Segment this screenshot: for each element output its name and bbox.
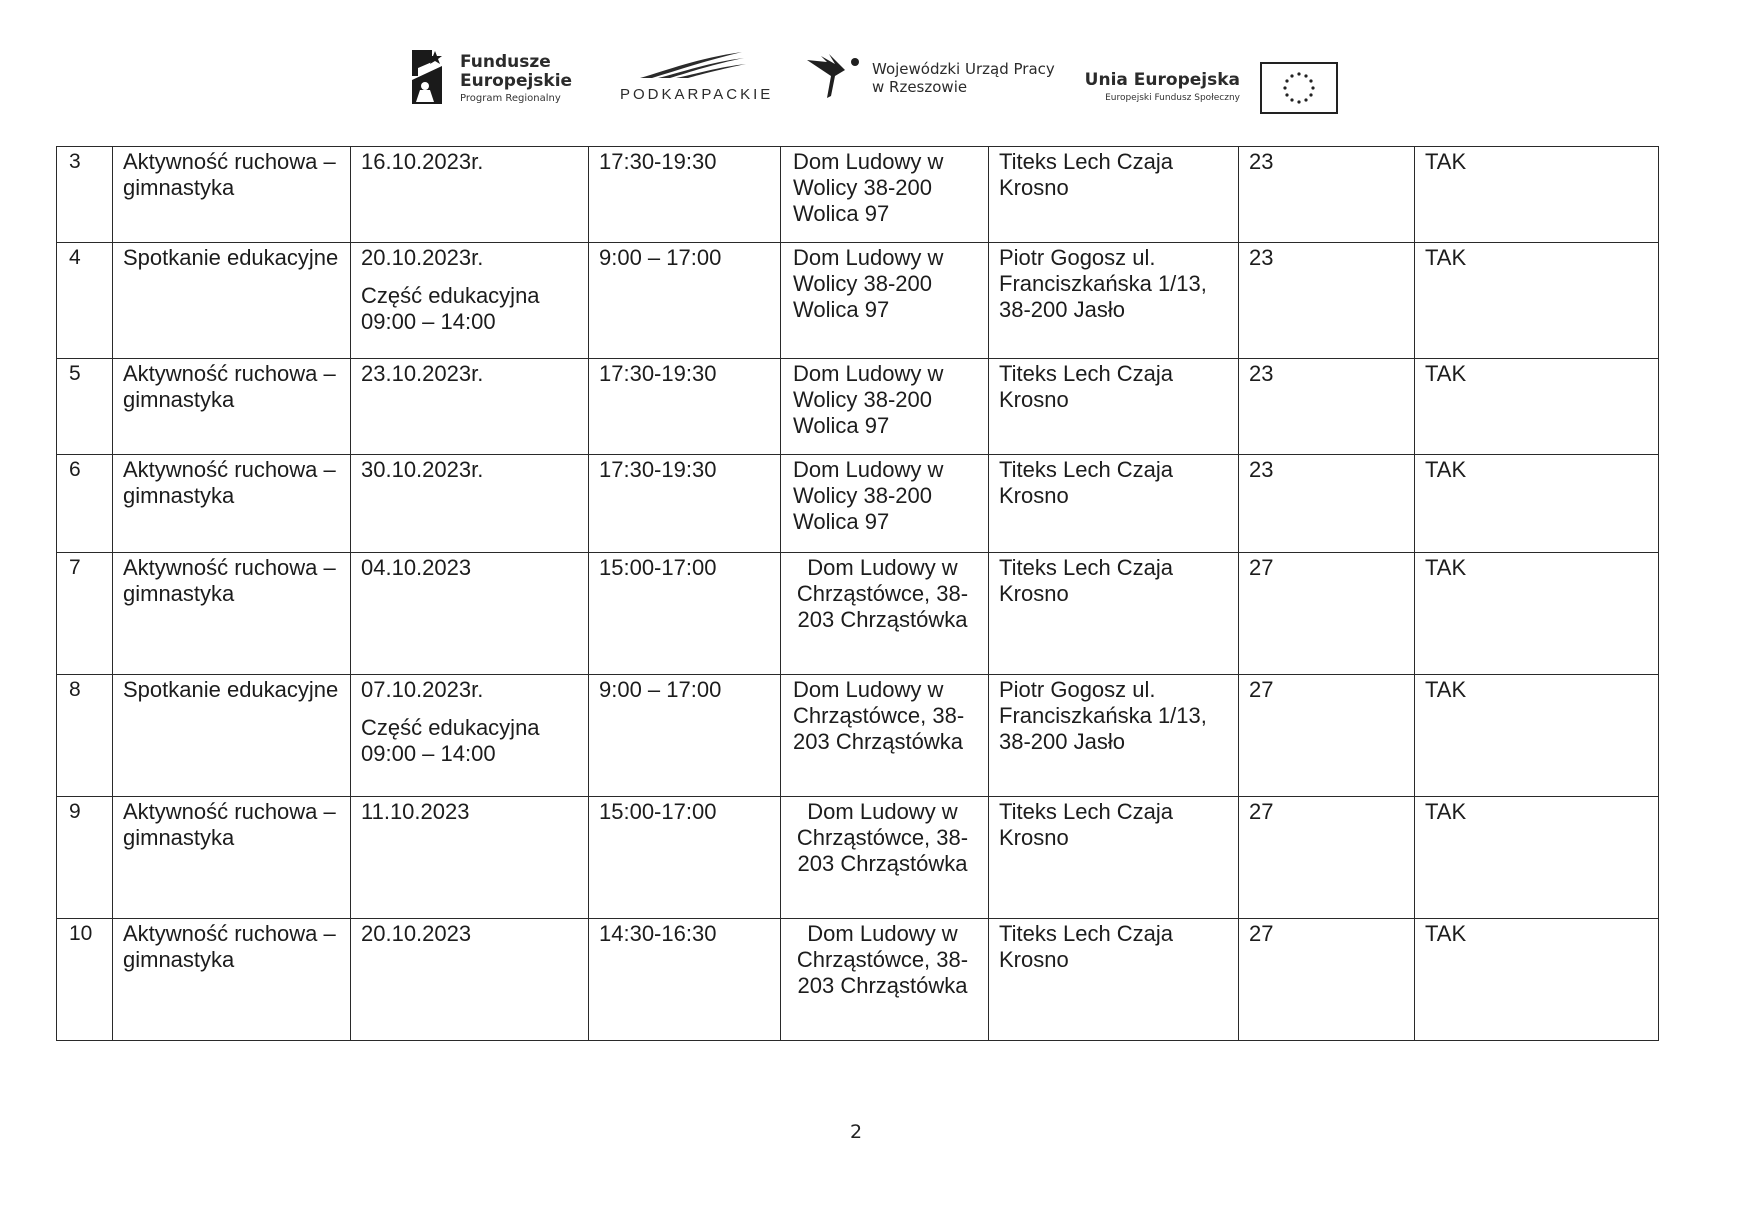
- activity-cell-text: Aktywność ruchowa – gimnastyka: [123, 361, 336, 412]
- activity-cell: [113, 553, 351, 675]
- participants-cell-text: 23: [1249, 149, 1274, 174]
- participants-cell-text: 27: [1249, 799, 1274, 824]
- logo-text-wup-line2: w Rzeszowie: [872, 78, 968, 96]
- row-number: [57, 675, 113, 797]
- logo-text-unia-europejska: Unia Europejska: [1084, 70, 1240, 90]
- activity-cell: [113, 243, 351, 359]
- time-cell-text: 15:00-17:00: [599, 555, 717, 580]
- participants-cell: [1239, 797, 1415, 919]
- location-cell: [781, 797, 989, 919]
- participants-cell-text: 23: [1249, 361, 1274, 386]
- provider-cell: [989, 243, 1239, 359]
- participants-cell: [1239, 675, 1415, 797]
- logo-text-wup-line1: Wojewódzki Urząd Pracy: [872, 60, 1055, 78]
- status-cell: [1415, 797, 1659, 919]
- status-cell-text: TAK: [1425, 799, 1467, 824]
- participants-cell-text: 27: [1249, 921, 1274, 946]
- date-note-text: Część edukacyjna 09:00 – 14:00: [361, 715, 540, 766]
- activity-cell: [113, 797, 351, 919]
- participants-cell: [1239, 359, 1415, 455]
- date-cell-text: 30.10.2023r.: [361, 457, 484, 482]
- provider-cell-text: Piotr Gogosz ul. Franciszkańska 1/13, 38-200 Jasło: [999, 245, 1207, 322]
- activity-cell: [113, 455, 351, 553]
- participants-cell: [1239, 919, 1415, 1041]
- provider-cell: [989, 455, 1239, 553]
- time-cell-text: 17:30-19:30: [599, 361, 717, 386]
- date-cell-text: 16.10.2023r.: [361, 149, 484, 174]
- row-number: [57, 359, 113, 455]
- table-row: [57, 675, 1659, 797]
- row-number-text: 7: [69, 556, 81, 579]
- participants-cell-text: 23: [1249, 245, 1274, 270]
- participants-cell: [1239, 147, 1415, 243]
- provider-cell: [989, 919, 1239, 1041]
- provider-cell: [989, 675, 1239, 797]
- date-cell-text: 04.10.2023: [361, 555, 472, 580]
- wup-rzeszow-logo: [805, 46, 1065, 106]
- page-number: 2: [849, 1121, 863, 1143]
- row-number-text: 4: [69, 246, 81, 269]
- status-cell-text: TAK: [1425, 555, 1467, 580]
- row-number-text: 10: [69, 922, 93, 945]
- row-number: [57, 919, 113, 1041]
- participants-cell-text: 23: [1249, 457, 1274, 482]
- date-cell-text: 23.10.2023r.: [361, 361, 484, 386]
- fundusze-europejskie-mark-icon: [408, 46, 446, 108]
- table-row: [57, 359, 1659, 455]
- time-cell-text: 9:00 – 17:00: [599, 245, 722, 270]
- activity-cell-text: Spotkanie edukacyjne: [123, 245, 339, 270]
- location-cell-text: Dom Ludowy w Chrząstówce, 38-203 Chrząstówka: [793, 677, 965, 754]
- date-cell: [351, 797, 589, 919]
- unia-europejska-logo: [1075, 62, 1340, 118]
- logo-text-fundusze: Fundusze: [460, 52, 551, 72]
- activity-cell: [113, 359, 351, 455]
- row-number: [57, 243, 113, 359]
- participants-cell: [1239, 243, 1415, 359]
- time-cell: [589, 919, 781, 1041]
- status-cell-text: TAK: [1425, 361, 1467, 386]
- wup-bird-icon: [805, 46, 865, 102]
- time-cell: [589, 243, 781, 359]
- activity-cell: [113, 919, 351, 1041]
- activity-cell-text: Aktywność ruchowa – gimnastyka: [123, 555, 336, 606]
- table-row: [57, 797, 1659, 919]
- status-cell: [1415, 147, 1659, 243]
- activities-table: [56, 146, 1659, 1041]
- row-number-text: 9: [69, 800, 81, 823]
- provider-cell: [989, 797, 1239, 919]
- location-cell-text: Dom Ludowy w Wolicy 38-200 Wolica 97: [793, 361, 944, 438]
- row-number-text: 5: [69, 362, 81, 385]
- participants-cell-text: 27: [1249, 677, 1274, 702]
- logo-text-podkarpackie: PODKARPACKIE: [620, 86, 774, 103]
- location-cell: [781, 243, 989, 359]
- date-cell: [351, 675, 589, 797]
- row-number-text: 6: [69, 458, 81, 481]
- location-cell: [781, 359, 989, 455]
- status-cell: [1415, 455, 1659, 553]
- status-cell-text: TAK: [1425, 245, 1467, 270]
- provider-cell-text: Piotr Gogosz ul. Franciszkańska 1/13, 38-200 Jasło: [999, 677, 1207, 754]
- provider-cell-text: Titeks Lech Czaja Krosno: [999, 921, 1174, 972]
- provider-cell-text: Titeks Lech Czaja Krosno: [999, 361, 1174, 412]
- participants-cell-text: 27: [1249, 555, 1274, 580]
- status-cell-text: TAK: [1425, 677, 1467, 702]
- status-cell-text: TAK: [1425, 921, 1467, 946]
- provider-cell-text: Titeks Lech Czaja Krosno: [999, 457, 1174, 508]
- status-cell-text: TAK: [1425, 457, 1467, 482]
- provider-cell-text: Titeks Lech Czaja Krosno: [999, 799, 1174, 850]
- row-number: [57, 455, 113, 553]
- activity-cell-text: Aktywność ruchowa – gimnastyka: [123, 921, 336, 972]
- activity-cell-text: Aktywność ruchowa – gimnastyka: [123, 457, 336, 508]
- location-cell-text: Dom Ludowy w Wolicy 38-200 Wolica 97: [793, 245, 944, 322]
- time-cell: [589, 147, 781, 243]
- location-cell: [781, 147, 989, 243]
- status-cell: [1415, 359, 1659, 455]
- date-cell-text: 20.10.2023r.: [361, 245, 484, 270]
- location-cell-text: Dom Ludowy w Wolicy 38-200 Wolica 97: [793, 149, 944, 226]
- provider-cell-text: Titeks Lech Czaja Krosno: [999, 555, 1174, 606]
- podkarpackie-swoosh-icon: [638, 50, 748, 80]
- eu-flag-icon: [1260, 62, 1338, 114]
- date-cell: [351, 919, 589, 1041]
- date-cell: [351, 553, 589, 675]
- table-row: [57, 553, 1659, 675]
- activity-cell: [113, 675, 351, 797]
- time-cell: [589, 797, 781, 919]
- date-cell: [351, 147, 589, 243]
- row-number-text: 8: [69, 678, 81, 701]
- activity-cell: [113, 147, 351, 243]
- location-cell-text: Dom Ludowy w Chrząstówce, 38-203 Chrząstówka: [796, 555, 969, 632]
- activity-cell-text: Aktywność ruchowa – gimnastyka: [123, 799, 336, 850]
- time-cell-text: 9:00 – 17:00: [599, 677, 722, 702]
- table-row: [57, 243, 1659, 359]
- location-cell-text: Dom Ludowy w Wolicy 38-200 Wolica 97: [793, 457, 944, 534]
- row-number: [57, 147, 113, 243]
- podkarpackie-logo: [620, 50, 780, 102]
- time-cell-text: 15:00-17:00: [599, 799, 717, 824]
- status-cell: [1415, 553, 1659, 675]
- provider-cell: [989, 147, 1239, 243]
- time-cell: [589, 675, 781, 797]
- location-cell-text: Dom Ludowy w Chrząstówce, 38-203 Chrząstówka: [796, 799, 969, 876]
- table-row: [57, 919, 1659, 1041]
- logo-text-program-regionalny: Program Regionalny: [460, 93, 561, 104]
- time-cell: [589, 359, 781, 455]
- date-cell: [351, 359, 589, 455]
- logo-text-efs: Europejski Fundusz Społeczny: [1105, 93, 1240, 103]
- time-cell: [589, 455, 781, 553]
- participants-cell: [1239, 553, 1415, 675]
- provider-cell-text: Titeks Lech Czaja Krosno: [999, 149, 1174, 200]
- status-cell-text: TAK: [1425, 149, 1467, 174]
- location-cell: [781, 675, 989, 797]
- logo-text-europejskie: Europejskie: [460, 71, 573, 91]
- table-body: [57, 147, 1659, 1041]
- date-cell-text: 11.10.2023: [361, 799, 470, 824]
- status-cell: [1415, 919, 1659, 1041]
- date-cell: [351, 243, 589, 359]
- location-cell: [781, 919, 989, 1041]
- header-logos: [0, 0, 1742, 130]
- location-cell: [781, 455, 989, 553]
- row-number: [57, 797, 113, 919]
- provider-cell: [989, 359, 1239, 455]
- location-cell-text: Dom Ludowy w Chrząstówce, 38-203 Chrząstówka: [796, 921, 969, 998]
- date-cell-text: 07.10.2023r.: [361, 677, 484, 702]
- time-cell-text: 17:30-19:30: [599, 149, 717, 174]
- table-row: [57, 147, 1659, 243]
- row-number-text: 3: [69, 150, 81, 173]
- status-cell: [1415, 243, 1659, 359]
- table-row: [57, 455, 1659, 553]
- activity-cell-text: Aktywność ruchowa – gimnastyka: [123, 149, 336, 200]
- date-cell-text: 20.10.2023: [361, 921, 472, 946]
- activity-cell-text: Spotkanie edukacyjne: [123, 677, 339, 702]
- date-note-text: Część edukacyjna 09:00 – 14:00: [361, 283, 540, 334]
- time-cell-text: 14:30-16:30: [599, 921, 717, 946]
- status-cell: [1415, 675, 1659, 797]
- participants-cell: [1239, 455, 1415, 553]
- date-cell: [351, 455, 589, 553]
- time-cell-text: 17:30-19:30: [599, 457, 717, 482]
- row-number: [57, 553, 113, 675]
- time-cell: [589, 553, 781, 675]
- location-cell: [781, 553, 989, 675]
- provider-cell: [989, 553, 1239, 675]
